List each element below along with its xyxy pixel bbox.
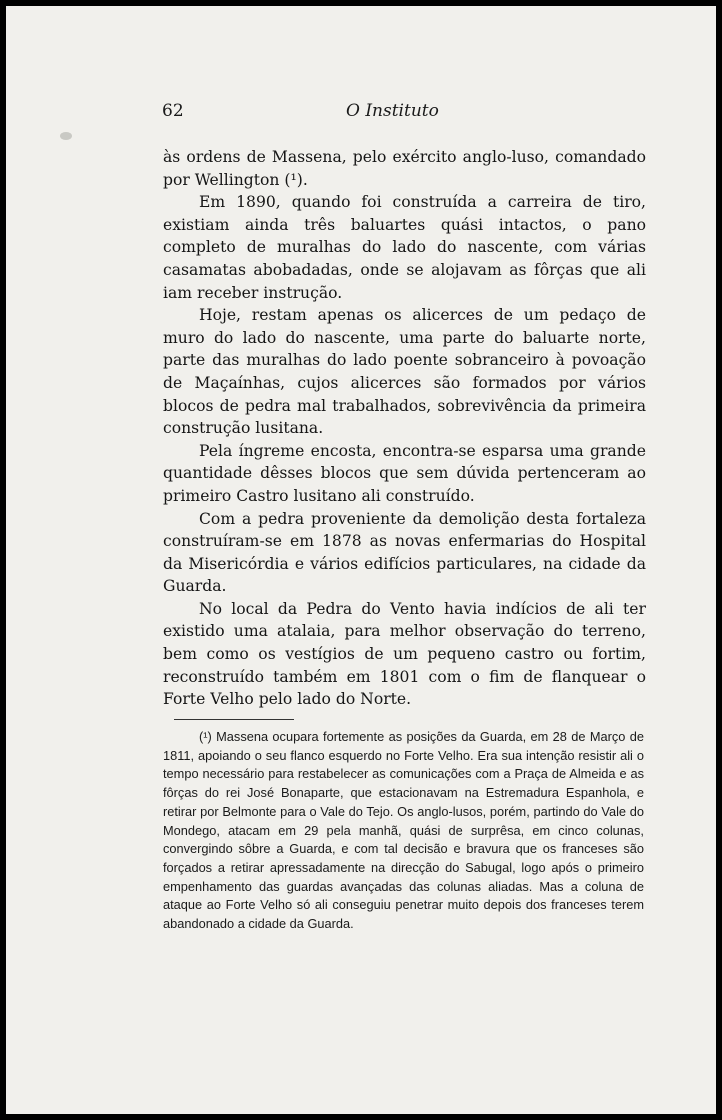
page-number: 62 (162, 101, 184, 121)
book-page (6, 6, 716, 1114)
paragraph: às ordens de Massena, pelo exército anglo-luso, comandado por Wellington (¹). (163, 148, 646, 189)
paragraph: Hoje, restam apenas os alicerces de um pedaço de muro do lado do nascente, uma parte do baluarte norte, parte das muralhas do lado poente sobranceiro à povoação de Maçaínhas, cujos alicerces são formados por vários blocos de pedra mal trabalhados, sobrevivência da primeira construção lusitana. (163, 306, 646, 438)
page-header (162, 101, 646, 125)
footnote-divider (174, 719, 294, 720)
footnote: (¹) Massena ocupara fortemente as posições da Guarda, em 28 de Março de 1811, apoiando o seu flanco esquerdo no Forte Velho. Era sua intenção resistir ali o tempo necessário para restabelecer as comunicações com a Praça de Almeida e as fôrças do rei José Bonaparte, que estacionavam na Estremadura Espanhola, e retirar por Belmonte para o Vale do Tejo. Os anglo-lusos, porém, partindo do Vale do Mondego, atacam em 29 pela manhã, quási de surprêsa, em cinco colunas, convergindo sôbre a Guarda, e com tal decisão e bravura que os franceses são forçados a retirar apressadamente na direcção do Sabugal, logo após o primeiro empenhamento das guardas avançadas das colunas aliadas. Mas a coluna de ataque ao Forte Velho só ali conseguiu penetrar muito depois dos franceses terem abandonado a cidade da Guarda. (163, 729, 644, 932)
paragraph: No local da Pedra do Vento havia indícios de ali ter existido uma atalaia, para melhor observação do terreno, bem como os vestígios de um pequeno castro ou fortim, reconstruído também em 1801 com o fim de flanquear o Forte Velho pelo lado do Norte. (163, 599, 646, 709)
body-text (163, 146, 646, 711)
running-title: O Instituto (346, 101, 439, 121)
paragraph: Com a pedra proveniente da demolição desta fortaleza construíram-se em 1878 as novas enfermarias do Hospital da Misericórdia e vários edifícios particulares, na cidade da Guarda. (163, 509, 646, 596)
page-smudge (60, 132, 72, 140)
paragraph: Pela íngreme encosta, encontra-se esparsa uma grande quantidade dêsses blocos que sem dúvida pertenceram ao primeiro Castro lusitano ali construído. (163, 441, 646, 505)
paragraph: Em 1890, quando foi construída a carreira de tiro, existiam ainda três baluartes quási intactos, o pano completo de muralhas do lado do nascente, com várias casamatas abobadadas, onde se alojavam as fôrças que ali iam receber instrução. (163, 193, 646, 302)
